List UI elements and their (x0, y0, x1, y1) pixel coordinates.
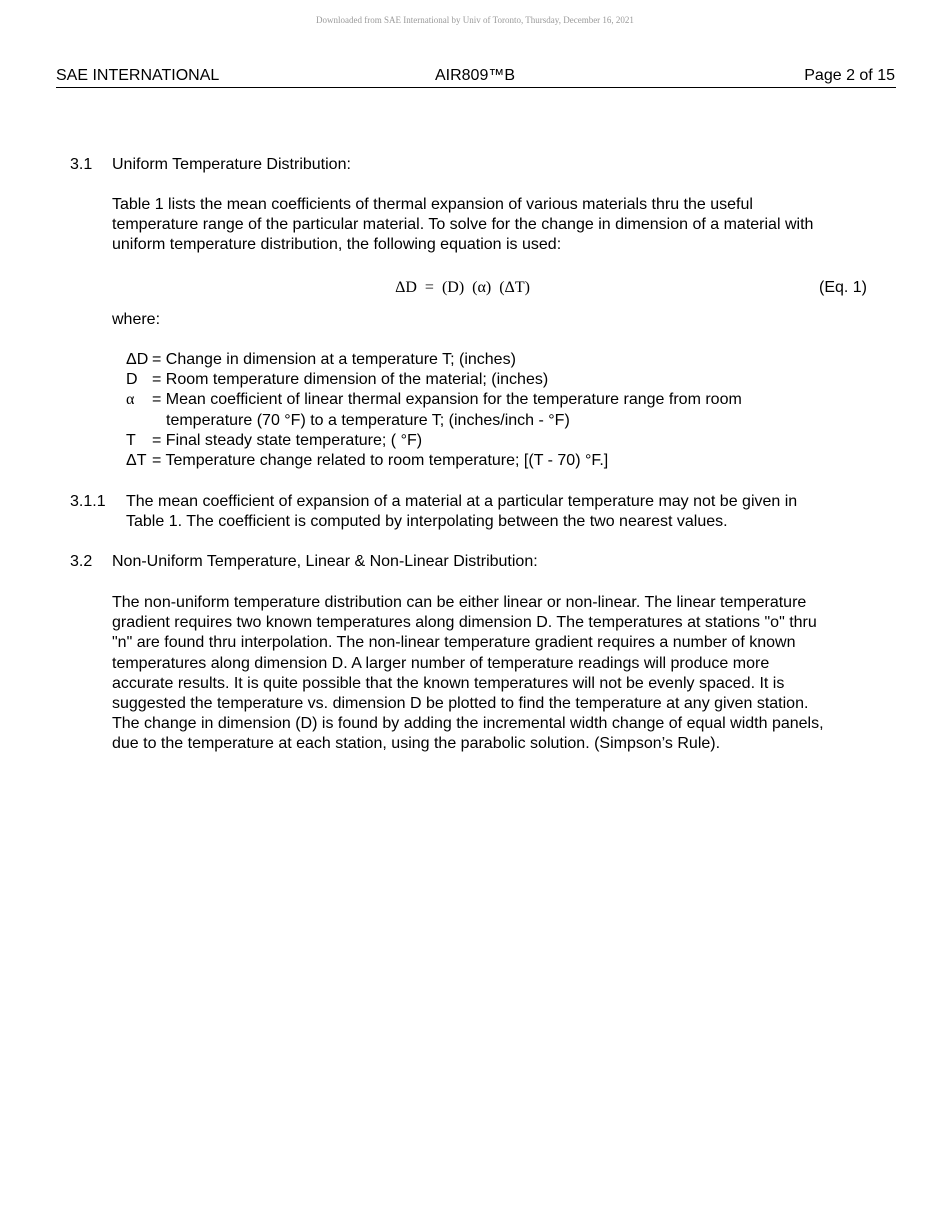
header-rule (56, 87, 896, 88)
paragraph-line: temperatures along dimension D. A larger number of temperature readings will produce more (112, 654, 770, 672)
paragraph-line: Table 1. The coefficient is computed by interpolating between the two nearest values. (126, 513, 728, 531)
paragraph-line: due to the temperature at each station, using the parabolic solution. (Simpson’s Rule). (112, 735, 721, 753)
definition-text: = Change in dimension at a temperature T; (inches) (152, 351, 516, 368)
section-3-1-1-number: 3.1.1 (70, 493, 106, 510)
paragraph-line: Table 1 lists the mean coefficients of thermal expansion of various materials thru the useful (112, 196, 753, 213)
section-3-1-title: Uniform Temperature Distribution: (112, 156, 351, 173)
definition-item (126, 390, 826, 410)
paragraph-line: The non-uniform temperature distribution can be either linear or non-linear. The linear temperature (112, 594, 807, 611)
header-document-id: AIR809™B (434, 67, 516, 84)
definition-item (126, 431, 826, 451)
where-label: where: (112, 311, 161, 328)
definition-item (126, 411, 826, 431)
definition-text: = Mean coefficient of linear thermal expansion for the temperature range from room (152, 391, 742, 409)
header-page-number: Page 2 of 15 (804, 67, 895, 84)
definition-symbol: α (126, 391, 135, 409)
definition-symbol: ΔT (126, 451, 147, 469)
section-3-1-paragraph (112, 195, 813, 256)
definition-text: = Final steady state temperature; ( °F) (152, 431, 423, 449)
definition-text: temperature (70 °F) to a temperature T; (inches/inch - °F) (166, 411, 570, 429)
paragraph-line: The mean coefficient of expansion of a material at a particular temperature may not be given in (126, 493, 798, 510)
paragraph-line: suggested the temperature vs. dimension D be plotted to find the temperature at any given station. (112, 695, 809, 713)
paragraph-line: The change in dimension (D) is found by adding the incremental width change of equal width panels, (112, 715, 824, 733)
definition-text: = Temperature change related to room temperature; [(T - 70) °F.] (152, 451, 609, 469)
definitions-list (126, 350, 826, 471)
download-watermark: Downloaded from SAE International by Univ of Toronto, Thursday, December 16, 2021 (316, 15, 634, 25)
equation-1-label: (Eq. 1) (818, 279, 867, 296)
definition-text: = Room temperature dimension of the material; (inches) (152, 371, 549, 389)
paragraph-line: "n" are found thru interpolation. The non-linear temperature gradient requires a number of known (112, 634, 796, 652)
paragraph-line: gradient requires two known temperatures along dimension D. The temperatures at stations "o" thru (112, 614, 817, 632)
definition-symbol: D (126, 371, 138, 389)
paragraph-line: accurate results. It is quite possible that the known temperatures will not be evenly spaced. It is (112, 674, 785, 692)
section-3-2-paragraph (112, 593, 824, 755)
definition-item (126, 451, 826, 471)
paragraph-line: uniform temperature distribution, the following equation is used: (112, 236, 562, 254)
equation-1: ΔD = (D) (α) (ΔT) (395, 279, 530, 296)
section-3-2-title: Non-Uniform Temperature, Linear & Non-Linear Distribution: (112, 553, 538, 570)
section-3-2-number: 3.2 (70, 553, 93, 570)
definition-item (126, 350, 826, 370)
definition-symbol: T (126, 431, 136, 449)
section-3-1-1-paragraph (126, 492, 797, 532)
definition-symbol: ΔD (126, 351, 149, 368)
definition-item (126, 370, 826, 390)
header-organization: SAE INTERNATIONAL (56, 67, 220, 84)
section-3-1-number: 3.1 (70, 156, 93, 173)
paragraph-line: temperature range of the particular material. To solve for the change in dimension of a material with (112, 216, 814, 234)
